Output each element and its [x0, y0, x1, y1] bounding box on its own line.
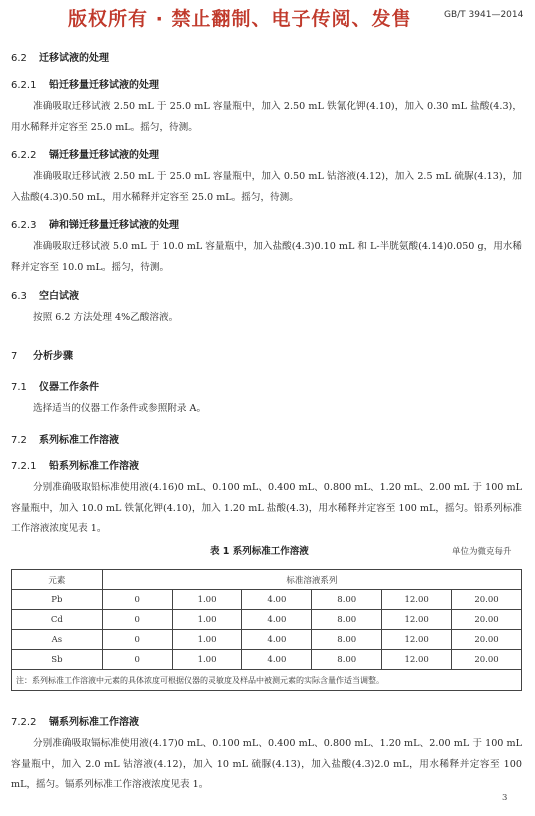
element-cell: Cd [12, 610, 103, 630]
section-6-2-1-text: 准确吸取迁移试液 2.50 mL 于 25.0 mL 容量瓶中，加入 2.50 mL 铁氰化钾(4.10)，加入 0.30 mL 盐酸(4.3)，用水稀释并定容至 25.0 mL。摇匀，待测。 [11, 101, 522, 133]
value-cell: 4.00 [242, 650, 312, 670]
section-6-2-heading [11, 49, 109, 64]
section-6-2-1-heading [11, 76, 159, 91]
section-6-2-2-text: 准确吸取迁移试液 2.50 mL 于 25.0 mL 容量瓶中，加入 0.50 mL 钴溶液(4.12)，加入 2.5 mL 硫脲(4.13)，加入盐酸(4.3)0.50 mL，用水稀释并定容至 25.0 mL。摇匀，待测。 [11, 171, 522, 203]
section-6-3-heading [11, 287, 79, 302]
value-cell: 4.00 [242, 630, 312, 650]
value-cell: 4.00 [242, 610, 312, 630]
table-row [12, 590, 522, 610]
value-cell: 1.00 [172, 610, 242, 630]
section-7-2-2-text: 分别准确吸取镉标准使用液(4.17)0 mL、0.100 mL、0.400 mL、0.800 mL、1.20 mL、2.00 mL 于 100 mL 容量瓶中，加入 2.0 mL 钴溶液(4.12)，加入 10 mL 硫脲(4.13)，加入盐酸(4.3)2.0 mL，用水稀释并定容至 100 mL，摇匀。镉系列标准工作溶液浓度见表 1。 [11, 738, 522, 790]
section-title: 镉系列标准工作溶液 [49, 717, 139, 728]
table-header-row [12, 570, 522, 590]
section-7-2-1-heading [11, 457, 139, 472]
section-7-1-text: 选择适当的仪器工作条件或参照附录 A。 [33, 403, 207, 414]
section-title: 仪器工作条件 [39, 382, 99, 393]
section-6-2-3-heading [11, 216, 179, 231]
section-title: 迁移试液的处理 [39, 53, 109, 64]
section-title: 分析步骤 [33, 351, 73, 362]
value-cell: 12.00 [382, 650, 452, 670]
element-cell: Pb [12, 590, 103, 610]
value-cell: 0 [102, 650, 172, 670]
value-cell: 1.00 [172, 630, 242, 650]
value-cell: 20.00 [452, 610, 522, 630]
table-note: 注：系列标准工作溶液中元素的具体浓度可根据仪器的灵敏度及样品中被测元素的实际含量作适当调整。 [12, 670, 522, 691]
value-cell: 8.00 [312, 610, 382, 630]
section-title: 铅迁移量迁移试液的处理 [49, 80, 159, 91]
value-cell: 0 [102, 610, 172, 630]
section-title: 铅系列标准工作溶液 [49, 461, 139, 472]
section-title: 空白试液 [39, 291, 79, 302]
table-1-caption: 表 1 系列标准工作溶液 [210, 546, 309, 557]
value-cell: 12.00 [382, 590, 452, 610]
table-row [12, 630, 522, 650]
section-6-2-2-heading [11, 146, 159, 161]
section-7-2-2-heading [11, 713, 139, 728]
section-number: 7.2.2 [11, 717, 37, 728]
page-number: 3 [502, 793, 508, 803]
value-cell: 0 [102, 590, 172, 610]
value-cell: 1.00 [172, 590, 242, 610]
value-cell: 8.00 [312, 650, 382, 670]
section-number: 6.2.2 [11, 150, 37, 161]
section-number: 6.3 [11, 291, 27, 302]
section-number: 6.2 [11, 53, 27, 64]
table-row [12, 610, 522, 630]
value-cell: 20.00 [452, 630, 522, 650]
table-1-unit: 单位为微克每升 [452, 547, 512, 557]
section-7-2-heading [11, 431, 119, 446]
section-number: 6.2.3 [11, 220, 37, 231]
value-cell: 8.00 [312, 630, 382, 650]
section-title: 镉迁移量迁移试液的处理 [49, 150, 159, 161]
value-cell: 1.00 [172, 650, 242, 670]
section-title: 系列标准工作溶液 [39, 435, 119, 446]
section-6-2-3-text: 准确吸取迁移试液 5.0 mL 于 10.0 mL 容量瓶中，加入盐酸(4.3)0.10 mL 和 L-半胱氨酸(4.14)0.050 g，用水稀释并定容至 10.0 mL。摇匀，待测。 [11, 241, 522, 273]
element-cell: As [12, 630, 103, 650]
section-title: 砷和锑迁移量迁移试液的处理 [49, 220, 179, 231]
section-number: 7 [11, 351, 18, 362]
copyright-watermark: 版权所有 · 禁止翻制、电子传阅、发售 [68, 8, 412, 30]
value-cell: 20.00 [452, 650, 522, 670]
value-cell: 12.00 [382, 610, 452, 630]
standard-solution-table [11, 569, 522, 691]
table-row [12, 650, 522, 670]
section-7-2-1-text: 分别准确吸取铅标准使用液(4.16)0 mL、0.100 mL、0.400 mL、0.800 mL、1.20 mL、2.00 mL 于 100 mL 容量瓶中，加入 10.0 mL 铁氰化钾(4.10)，加入 1.20 mL 盐酸(4.3)，用水稀释并定容至 100 mL，摇匀。铅系列标准工作溶液浓度见表 1。 [11, 482, 522, 534]
section-7-heading [11, 347, 73, 362]
element-cell: Sb [12, 650, 103, 670]
value-cell: 12.00 [382, 630, 452, 650]
value-cell: 20.00 [452, 590, 522, 610]
header-series: 标准溶液系列 [102, 570, 521, 590]
table-note-row [12, 670, 522, 691]
value-cell: 8.00 [312, 590, 382, 610]
standard-code: GB/T 3941—2014 [444, 10, 524, 20]
section-7-1-heading [11, 378, 99, 393]
section-number: 7.2.1 [11, 461, 37, 472]
header-element: 元素 [12, 570, 103, 590]
value-cell: 0 [102, 630, 172, 650]
value-cell: 4.00 [242, 590, 312, 610]
section-6-3-text: 按照 6.2 方法处理 4%乙酸溶液。 [33, 312, 179, 323]
section-number: 7.2 [11, 435, 27, 446]
section-number: 7.1 [11, 382, 27, 393]
section-number: 6.2.1 [11, 80, 37, 91]
